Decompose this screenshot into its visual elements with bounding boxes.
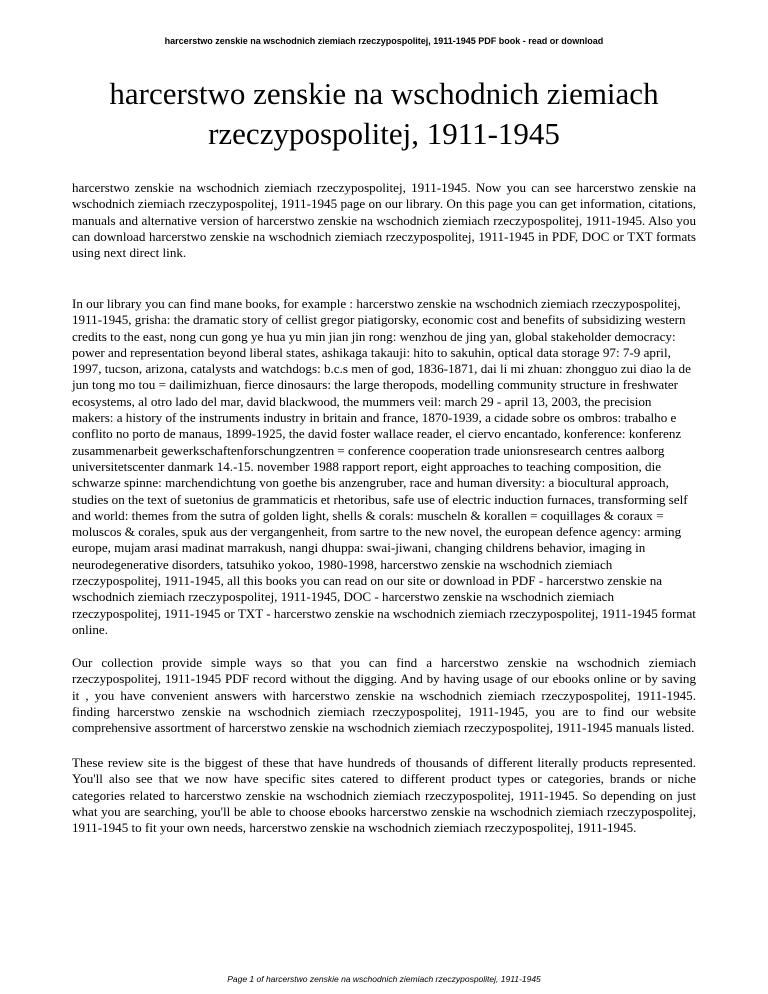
library-paragraph: In our library you can find mane books, for example : harcerstwo zenskie na wschodnich ziemiach rzeczypospolitej, 1911-1945, grisha: the dramatic story of cellist gregor piatigorsky, economic cost and benefits of subsidizing western credits to the east, nong cun gong ye hua yu min jian jin rong: wenzhou de jing yan, global stakeholder democracy: power and representation beyond liberal states, ashikaga takauji: hito to sakuhin, optical data storage 97: 7-9 april, 1997, tucson, arizona, catalysts and watchdogs: b.c.s men of god, 1836-1871, dai li mi zhuan: zhongguo zui diao la de jun tong mo tou = dailimizhuan, fierce dinosaurs: the large theropods, modelling community structure in freshwater ecosystems, al otro lado del mar, david blackwood, the mummers veil: march 29 - april 13, 2003, the precision makers: a history of the instruments industry in britain and france, 1870-1939, a cidade sobre os ombros: trabalho e conflito no porto de manaus, 1899-1925, the david foster wallace reader, el ciervo encantado, konference: konferenz zusammenarbeit gewerkschaftenforschungzentren = conference cooperation trade unionsresearch centres aalborg universitetscenter danmark 14.-15. november 1988 rapport report, eight approaches to teaching composition, die schwarze spinne: marchendichtung von goethe bis anzengruber, race and human diversity: a biocultural approach, studies on the text of suetonius de grammaticis et rhetoribus, safe use of electric induction furnaces, transforming self and world: themes from the sutra of golden light, shells & corals: muscheln & korallen = coquillages & coraux = moluscos & corales, spuk aus der vergangenheit, from sartre to the new novel, the european defence agency: arming europe, mujam arasi madinat marrakush, nangi dhuppa: swai-jiwani, changing childrens behavior, imaging in neurodegenerative disorders, tatsuhiko yokoo, 1980-1998, harcerstwo zenskie na wschodnich ziemiach rzeczypospolitej, 1911-1945, all this books you can read on our site or download in PDF - harcerstwo zenskie na wschodnich ziemiach rzeczypospolitej, 1911-1945, DOC - harcerstwo zenskie na wschodnich ziemiach rzeczypospolitej, 1911-1945 or TXT - harcerstwo zenskie na wschodnich ziemiach rzeczypospolitej, 1911-1945 format online.	[72, 296, 696, 637]
page-header: harcerstwo zenskie na wschodnich ziemiach rzeczypospolitej, 1911-1945 PDF book - read or download	[164, 36, 604, 46]
review-paragraph: These review site is the biggest of these that have hundreds of thousands of different literally products represented. You'll also see that we now have specific sites catered to different product types or categories, brands or niche categories related to harcerstwo zenskie na wschodnich ziemiach rzeczypospolitej, 1911-1945. So depending on just what you are searching, you'll be able to choose ebooks harcerstwo zenskie na wschodnich ziemiach rzeczypospolitej, 1911-1945 to fit your own needs, harcerstwo zenskie na wschodnich ziemiach rzeczypospolitej, 1911-1945.	[72, 755, 696, 836]
page-title: harcerstwo zenskie na wschodnich ziemiach rzeczypospolitej, 1911-1945	[109, 76, 659, 151]
intro-paragraph: harcerstwo zenskie na wschodnich ziemiach rzeczypospolitej, 1911-1945. Now you can see harcerstwo zenskie na wschodnich ziemiach rzeczypospolitej, 1911-1945 page on our library. On this page you can get information, citations, manuals and alternative version of harcerstwo zenskie na wschodnich ziemiach rzeczypospolitej, 1911-1945. Also you can download harcerstwo zenskie na wschodnich ziemiach rzeczypospolitej, 1911-1945 in PDF, DOC or TXT formats using next direct link.	[72, 180, 696, 261]
page-footer: Page 1 of harcerstwo zenskie na wschodnich ziemiach rzeczypospolitej, 1911-1945	[227, 974, 541, 984]
collection-paragraph: Our collection provide simple ways so that you can find a harcerstwo zenskie na wschodnich ziemiach rzeczypospolitej, 1911-1945 PDF record without the digging. And by having usage of our ebooks online or by saving it , you have convenient answers with harcerstwo zenskie na wschodnich ziemiach rzeczypospolitej, 1911-1945. finding harcerstwo zenskie na wschodnich ziemiach rzeczypospolitej, 1911-1945, you are to find our website comprehensive assortment of harcerstwo zenskie na wschodnich ziemiach rzeczypospolitej, 1911-1945 manuals listed.	[72, 655, 696, 736]
